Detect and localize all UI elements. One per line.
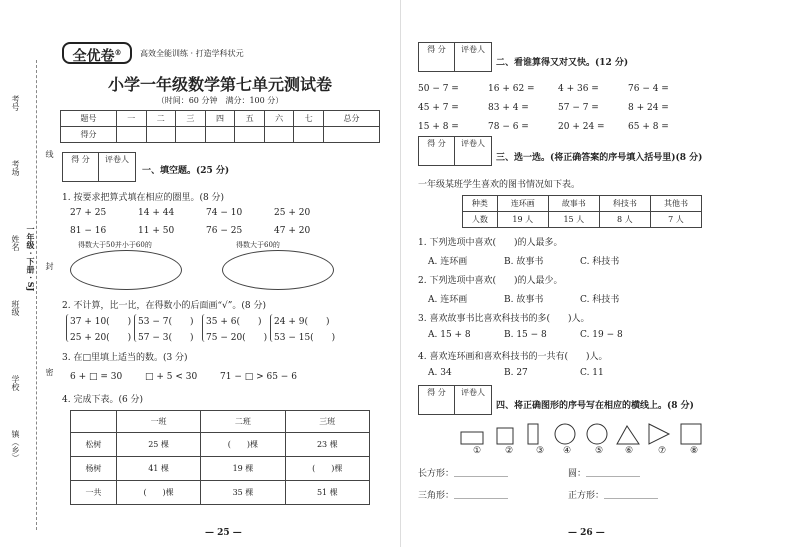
q2-expr: 24 + 9( ) <box>274 317 330 327</box>
sec2-heading: 二、看谁算得又对又快。(12 分) <box>496 58 629 68</box>
shape-label: ② <box>505 446 514 456</box>
page-title: 小学一年级数学第七单元测试卷 <box>107 75 332 94</box>
choice-option: C. 19 − 8 <box>580 330 623 340</box>
books-header-cell: 故事书 <box>548 196 599 212</box>
brand-logo <box>62 42 132 64</box>
trees-cell: ( )棵 <box>285 457 369 481</box>
score-blank-cell <box>235 127 265 143</box>
trees-cell: 19 棵 <box>201 457 285 481</box>
shape-label: ⑧ <box>690 446 699 456</box>
fill-triangle-label: 三角形： <box>418 491 455 501</box>
choice-option: A. 连环画 <box>428 295 468 305</box>
q3-item-3: 71 − □ > 65 − 6 <box>220 372 297 382</box>
kaohao-label: 考号 <box>11 95 20 111</box>
shape-6-triangle <box>617 426 639 444</box>
school-label: 学校 <box>11 375 20 391</box>
score-blank-cell <box>176 127 206 143</box>
shape-2-square <box>497 428 513 444</box>
trees-cell: 35 棵 <box>201 481 285 505</box>
score-table <box>60 110 380 143</box>
q1-expr: 74 − 10 <box>206 208 243 218</box>
books-cell: 8 人 <box>599 212 650 228</box>
trees-cell: 23 棵 <box>285 433 369 457</box>
grader-box-1 <box>62 152 136 182</box>
q3-item-1: 6 + □ = 30 <box>70 372 123 382</box>
mi-label: 密 <box>45 368 54 376</box>
books-header-cell: 科技书 <box>599 196 650 212</box>
score-cell: 得 分 <box>419 43 455 71</box>
choice-option: A. 15 + 8 <box>428 330 471 340</box>
choice-option: B. 27 <box>504 368 528 378</box>
books-header-cell: 连环画 <box>497 196 548 212</box>
kaochang-label: 考场 <box>11 160 20 176</box>
trees-cell: 25 棵 <box>116 433 200 457</box>
calc-item: 78 − 6 = <box>488 122 529 132</box>
choice-option: A. 连环画 <box>428 257 468 267</box>
books-header-cell: 种类 <box>463 196 498 212</box>
calc-item: 45 + 7 = <box>418 103 459 113</box>
trees-cell: ( )棵 <box>201 433 285 457</box>
sec1-heading: 一、填空题。(25 分) <box>142 166 230 176</box>
shape-label: ⑥ <box>625 446 634 456</box>
q2-expr: 53 − 7( ) <box>138 317 194 327</box>
page-subtitle: （时间：60 分钟 满分：100 分） <box>156 96 284 105</box>
fill-rectangle: 长方形：＿＿＿＿＿＿ <box>418 469 509 479</box>
choice-option: C. 科技书 <box>580 257 620 267</box>
q1-expr: 25 + 20 <box>274 208 311 218</box>
trees-cell: 一共 <box>71 481 117 505</box>
q2-expr: 57 − 3( ) <box>138 333 194 343</box>
grader-box-3 <box>418 136 492 166</box>
score-blank-cell <box>324 127 380 143</box>
books-cell: 7 人 <box>650 212 701 228</box>
grader-box-2 <box>418 42 492 72</box>
shape-7-triangle <box>649 424 669 444</box>
books-cell: 人数 <box>463 212 498 228</box>
shape-label: ④ <box>563 446 572 456</box>
trees-header-cell: 二班 <box>201 411 285 433</box>
fill-triangle: 三角形：＿＿＿＿＿＿ <box>418 491 509 501</box>
calc-item: 65 + 8 = <box>628 122 669 132</box>
calc-item: 8 + 24 = <box>628 103 669 113</box>
q1-expr: 76 − 25 <box>206 226 243 236</box>
page-divider <box>400 0 401 547</box>
registered-mark: ® <box>114 48 122 57</box>
score-cell: 得 分 <box>419 386 455 414</box>
grader-cell: 评卷人 <box>105 155 129 164</box>
q1-expr: 11 + 50 <box>138 226 175 236</box>
q4-text: 4. 完成下表。(6 分) <box>62 395 144 405</box>
page-number-left: — 25 — <box>205 528 242 538</box>
score-header-cell: 六 <box>264 111 294 127</box>
shape-1-rectangle <box>461 432 483 444</box>
slogan: 高效全能训练 · 打造学科状元 <box>140 49 244 58</box>
trees-header-cell: 一班 <box>116 411 200 433</box>
score-header-cell: 五 <box>235 111 265 127</box>
q1-expr: 14 + 44 <box>138 208 175 218</box>
shape-label: ① <box>473 446 482 456</box>
xian-label: 线 <box>45 150 54 158</box>
shape-label: ⑦ <box>658 446 667 456</box>
score-header-cell: 总分 <box>324 111 380 127</box>
trees-cell: 51 棵 <box>285 481 369 505</box>
q2-expr: 37 + 10( ) <box>70 317 132 327</box>
oval1-label: 得数大于50并小于60的 <box>78 241 152 249</box>
feng-label: 封 <box>45 262 54 270</box>
q1-expr: 81 − 16 <box>70 226 107 236</box>
trees-table <box>70 410 370 505</box>
q1-text: 1. 按要求把算式填在相应的圈里。(8 分) <box>62 193 225 203</box>
sec3-intro: 一年级某班学生喜欢的图书情况如下表。 <box>418 180 581 190</box>
score-header-cell: 二 <box>146 111 176 127</box>
shape-5-circle <box>587 424 607 444</box>
score-blank-cell <box>116 127 146 143</box>
calc-item: 83 + 4 = <box>488 103 529 113</box>
choice-question: 1. 下列选项中喜欢( )的人最多。 <box>418 238 563 248</box>
binding-line <box>36 60 37 530</box>
shape-3-rectangle <box>528 424 538 444</box>
q2-text: 2. 不计算，比一比，在得数小的后面画“√”。(8 分) <box>62 301 266 311</box>
trees-cell: 松树 <box>71 433 117 457</box>
trees-cell: ( )棵 <box>116 481 200 505</box>
score-cell: 得 分 <box>63 153 99 181</box>
name-label: 姓名 <box>11 235 20 251</box>
fill-square: 正方形：＿＿＿＿＿＿ <box>568 491 659 501</box>
calc-item: 20 + 24 = <box>558 122 605 132</box>
score-blank-cell <box>146 127 176 143</box>
grader-cell: 评卷人 <box>461 388 485 397</box>
shape-label: ⑤ <box>595 446 604 456</box>
q2-expr: 35 + 6( ) <box>206 317 262 327</box>
shapes-row <box>455 420 715 460</box>
fill-circle-label: 圆： <box>568 469 587 479</box>
q2-expr: 75 − 20( ) <box>206 333 268 343</box>
fill-circle: 圆：＿＿＿＿＿＿ <box>568 469 641 479</box>
score-row-label: 得分 <box>61 127 117 143</box>
brace <box>270 314 273 342</box>
trees-cell: 杨树 <box>71 457 117 481</box>
choice-option: A. 34 <box>428 368 452 378</box>
books-cell: 19 人 <box>497 212 548 228</box>
trees-cell: 41 棵 <box>116 457 200 481</box>
score-header-cell: 一 <box>116 111 146 127</box>
score-blank-cell <box>294 127 324 143</box>
choice-question: 2. 下列选项中喜欢( )的人最少。 <box>418 276 563 286</box>
grader-cell: 评卷人 <box>461 45 485 54</box>
trees-header-cell: 三班 <box>285 411 369 433</box>
choice-question: 4. 喜欢连环画和喜欢科技书的一共有( )人。 <box>418 352 608 362</box>
sec3-heading: 三、选一选。(将正确答案的序号填入括号里)(8 分) <box>496 153 703 163</box>
score-header-cell: 七 <box>294 111 324 127</box>
brace <box>202 314 205 342</box>
calc-item: 50 − 7 = <box>418 84 459 94</box>
score-blank-cell <box>264 127 294 143</box>
choice-option: B. 故事书 <box>504 295 544 305</box>
sec4-heading: 四、将正确图形的序号写在相应的横线上。(8 分) <box>496 401 694 411</box>
calc-item: 15 + 8 = <box>418 122 459 132</box>
books-cell: 15 人 <box>548 212 599 228</box>
score-header-cell: 四 <box>205 111 235 127</box>
q1-expr: 27 + 25 <box>70 208 107 218</box>
calc-item: 4 + 36 = <box>558 84 599 94</box>
logo-text: 全优卷 <box>72 48 115 65</box>
q3-item-2: □ + 5 < 30 <box>145 372 198 382</box>
class-label: 班级 <box>11 300 20 316</box>
score-cell: 得 分 <box>419 137 455 165</box>
calc-item: 16 + 62 = <box>488 84 535 94</box>
score-header-cell: 三 <box>176 111 206 127</box>
brace <box>134 314 137 342</box>
grader-cell: 评卷人 <box>461 139 485 148</box>
choice-option: C. 科技书 <box>580 295 620 305</box>
choice-option: C. 11 <box>580 368 604 378</box>
oval-over-60 <box>222 250 334 290</box>
books-header-cell: 其他书 <box>650 196 701 212</box>
choice-question: 3. 喜欢故事书比喜欢科技书的多( )人。 <box>418 314 590 324</box>
calc-item: 76 − 4 = <box>628 84 669 94</box>
fill-square-label: 正方形： <box>568 491 605 501</box>
choice-option: B. 15 − 8 <box>504 330 547 340</box>
shape-8-square <box>681 424 701 444</box>
q2-expr: 53 − 15( ) <box>274 333 336 343</box>
oval-50-60 <box>70 250 182 290</box>
score-header-cell: 题号 <box>61 111 117 127</box>
brace <box>66 314 69 342</box>
q2-expr: 25 + 20( ) <box>70 333 132 343</box>
shape-4-circle <box>555 424 575 444</box>
trees-header-cell <box>71 411 117 433</box>
q3-text: 3. 在□里填上适当的数。(3 分) <box>62 353 188 363</box>
grade-tag: 一年级 · 下册 · SJ <box>26 225 36 292</box>
fill-rectangle-label: 长方形： <box>418 469 455 479</box>
books-table <box>462 195 702 228</box>
oval2-label: 得数大于60的 <box>236 241 280 249</box>
grader-box-4 <box>418 385 492 415</box>
shape-label: ③ <box>536 446 545 456</box>
calc-item: 57 − 7 = <box>558 103 599 113</box>
page-number-right: — 26 — <box>568 528 605 538</box>
q1-expr: 47 + 20 <box>274 226 311 236</box>
score-blank-cell <box>205 127 235 143</box>
choice-option: B. 故事书 <box>504 257 544 267</box>
town-label: 镇（乡） <box>11 430 20 462</box>
